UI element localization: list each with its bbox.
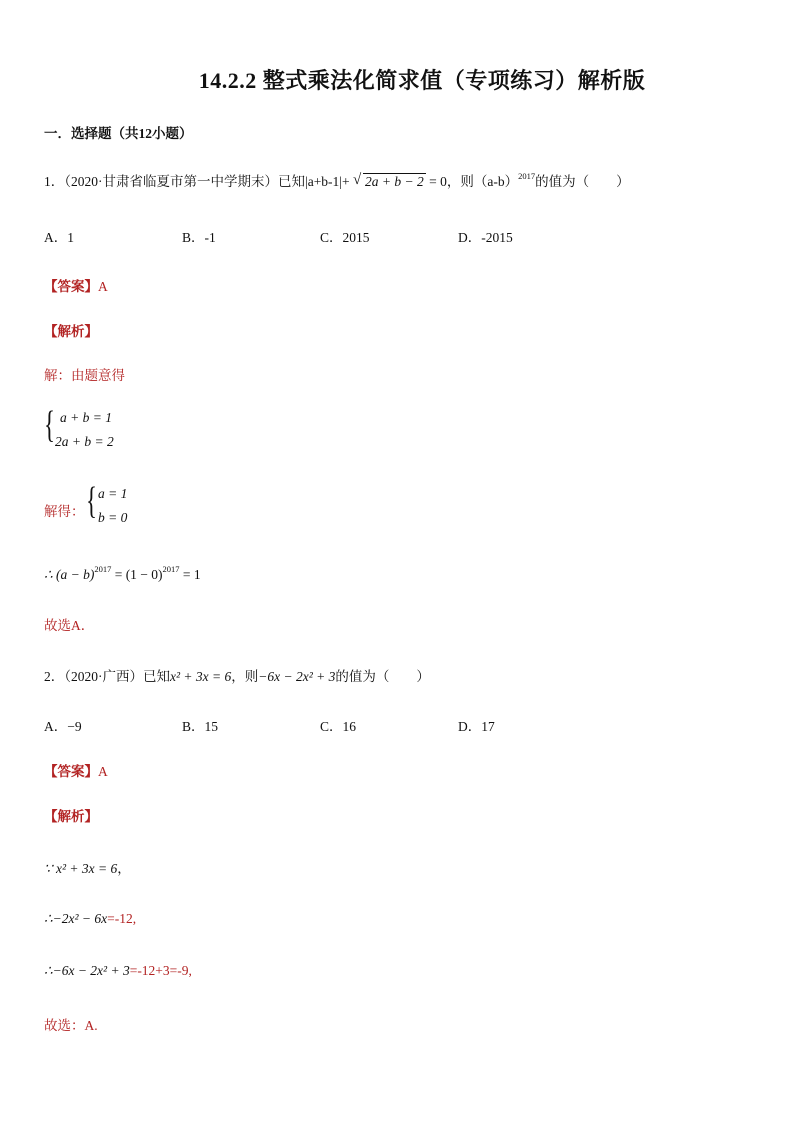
q2-option-d: D．17 (458, 719, 495, 734)
q2-option-a: A．−9 (44, 719, 82, 734)
q2-choose: 故选：A. (44, 1018, 98, 1033)
q1-solution-b: b = 0 (98, 510, 128, 525)
q1-option-a: A．1 (44, 230, 74, 245)
q1-system-eq-1: a + b = 1 (60, 410, 112, 425)
q1-solved-label: 解得： (44, 504, 85, 519)
q2-step-1: ∵ x² + 3x = 6， (44, 861, 131, 876)
q1-option-b: B．-1 (182, 230, 216, 245)
q1-system-eq-2: 2a + b = 2 (55, 434, 114, 449)
section-heading: 一．选择题（共12小题） (44, 126, 193, 141)
q1-therefore: ∴ $(a - b)^{2017} = (1 - 0)^{2017} = 1$ (44, 564, 201, 582)
q2-option-c: C．16 (320, 719, 357, 734)
q2-answer: 【答案】A (44, 764, 108, 779)
q1-solve-intro: 解：由题意得 (44, 368, 125, 383)
question-2: 2．（2020·广西）已知x² + 3x = 6，则−6x − 2x² + 3的值为（ ） (44, 669, 430, 684)
page-title: 14.2.2 整式乘法化简求值（专项练习）解析版 (198, 68, 646, 93)
q1-choose: 故选A． (44, 618, 95, 633)
system-brace-2: { (86, 480, 97, 522)
q1-solution-a: a = 1 (98, 486, 128, 501)
sqrt-expression: √ 2a + b − 2 (353, 172, 424, 189)
question-1: 1．（2020·甘肃省临夏市第一中学期末）已知|a+b-1|+ √ 2a + b − 2 = 0，则$(a-b)^{2017}$的值为（ ） (44, 171, 630, 189)
q1-answer: 【答案】A (44, 279, 108, 294)
q1-option-c: C．2015 (320, 230, 370, 245)
q2-step-3: ∴−6x − 2x² + 3=-12+3=-9, (44, 963, 192, 978)
q2-step-2: ∴−2x² − 6x=-12, (44, 911, 137, 926)
q2-analysis-label: 【解析】 (44, 809, 98, 824)
q2-option-b: B．15 (182, 719, 219, 734)
q1-option-d: D．-2015 (458, 230, 513, 245)
q1-analysis-label: 【解析】 (44, 324, 98, 339)
system-brace-1: { (44, 404, 55, 446)
q1-prefix: 1．（2020·甘肃省临夏市第一中学期末）已知|a+b-1|+ (44, 174, 353, 189)
